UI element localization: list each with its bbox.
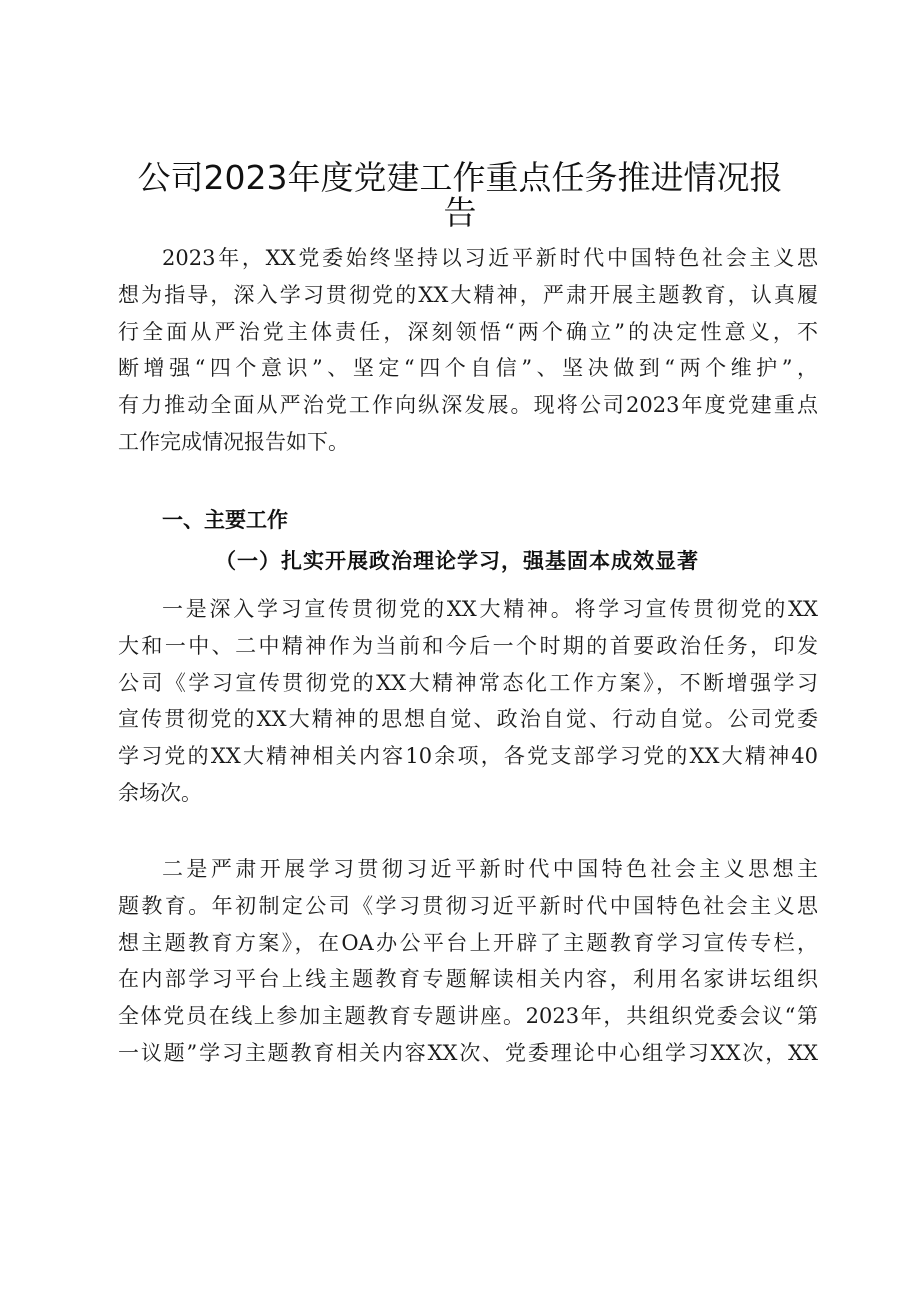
- text-line: 2023年，XX党委始终坚持以习近平新时代中国特色社会主义思: [162, 246, 818, 270]
- text-line: 有力推动全面从严治党工作向纵深发展。现将公司2023年度党建重点: [118, 393, 818, 418]
- document-title-line-1: 公司2023年度党建工作重点任务推进情况报: [137, 158, 783, 197]
- section-heading-main-work: 一、主要工作: [162, 508, 288, 532]
- text-line: 一是深入学习宣传贯彻党的XX大精神。将学习宣传贯彻党的XX: [162, 597, 818, 621]
- text-line: 想为指导，深入学习贯彻党的XX大精神，严肃开展主题教育，认真履: [118, 282, 818, 307]
- text-line: 公司《学习宣传贯彻党的XX大精神常态化工作方案》，不断增强学习: [118, 670, 818, 695]
- text-line: 全体党员在线上参加主题教育专题讲座。2023年，共组织党委会议“第: [118, 1004, 818, 1029]
- text-line: 想主题教育方案》，在OA办公平台上开辟了主题教育学习宣传专栏，: [118, 930, 818, 955]
- text-line: 题教育。年初制定公司《学习贯彻习近平新时代中国特色社会主义思: [118, 893, 818, 918]
- text-line: 断增强“四个意识”、坚定“四个自信”、坚决做到“两个维护”，: [118, 356, 818, 381]
- intro-paragraph: [118, 240, 818, 461]
- text-line: 在内部学习平台上线主题教育专题解读相关内容，利用名家讲坛组织: [118, 967, 818, 992]
- paragraph-xx-congress-spirit: [118, 591, 818, 812]
- text-line: 一议题”学习主题教育相关内容XX次、党委理论中心组学习XX次，XX: [118, 1040, 818, 1065]
- text-line: 余场次。: [118, 780, 202, 805]
- text-line: 宣传贯彻党的XX大精神的思想自觉、政治自觉、行动自觉。公司党委: [118, 707, 818, 732]
- text-line: 工作完成情况报告如下。: [118, 429, 349, 454]
- text-line: 行全面从严治党主体责任，深刻领悟“两个确立”的决定性意义，不: [118, 319, 818, 344]
- text-line: 大和一中、二中精神作为当前和今后一个时期的首要政治任务，印发: [118, 633, 818, 658]
- text-line: 学习党的XX大精神相关内容10余项，各党支部学习党的XX大精神40: [118, 744, 818, 769]
- document-title-line-2: 告: [443, 193, 477, 232]
- paragraph-theme-education: [118, 851, 818, 1072]
- subsection-heading-theory-study: （一）扎实开展政治理论学习，强基固本成效显著: [215, 548, 699, 573]
- text-line: 二是严肃开展学习贯彻习近平新时代中国特色社会主义思想主: [162, 857, 818, 881]
